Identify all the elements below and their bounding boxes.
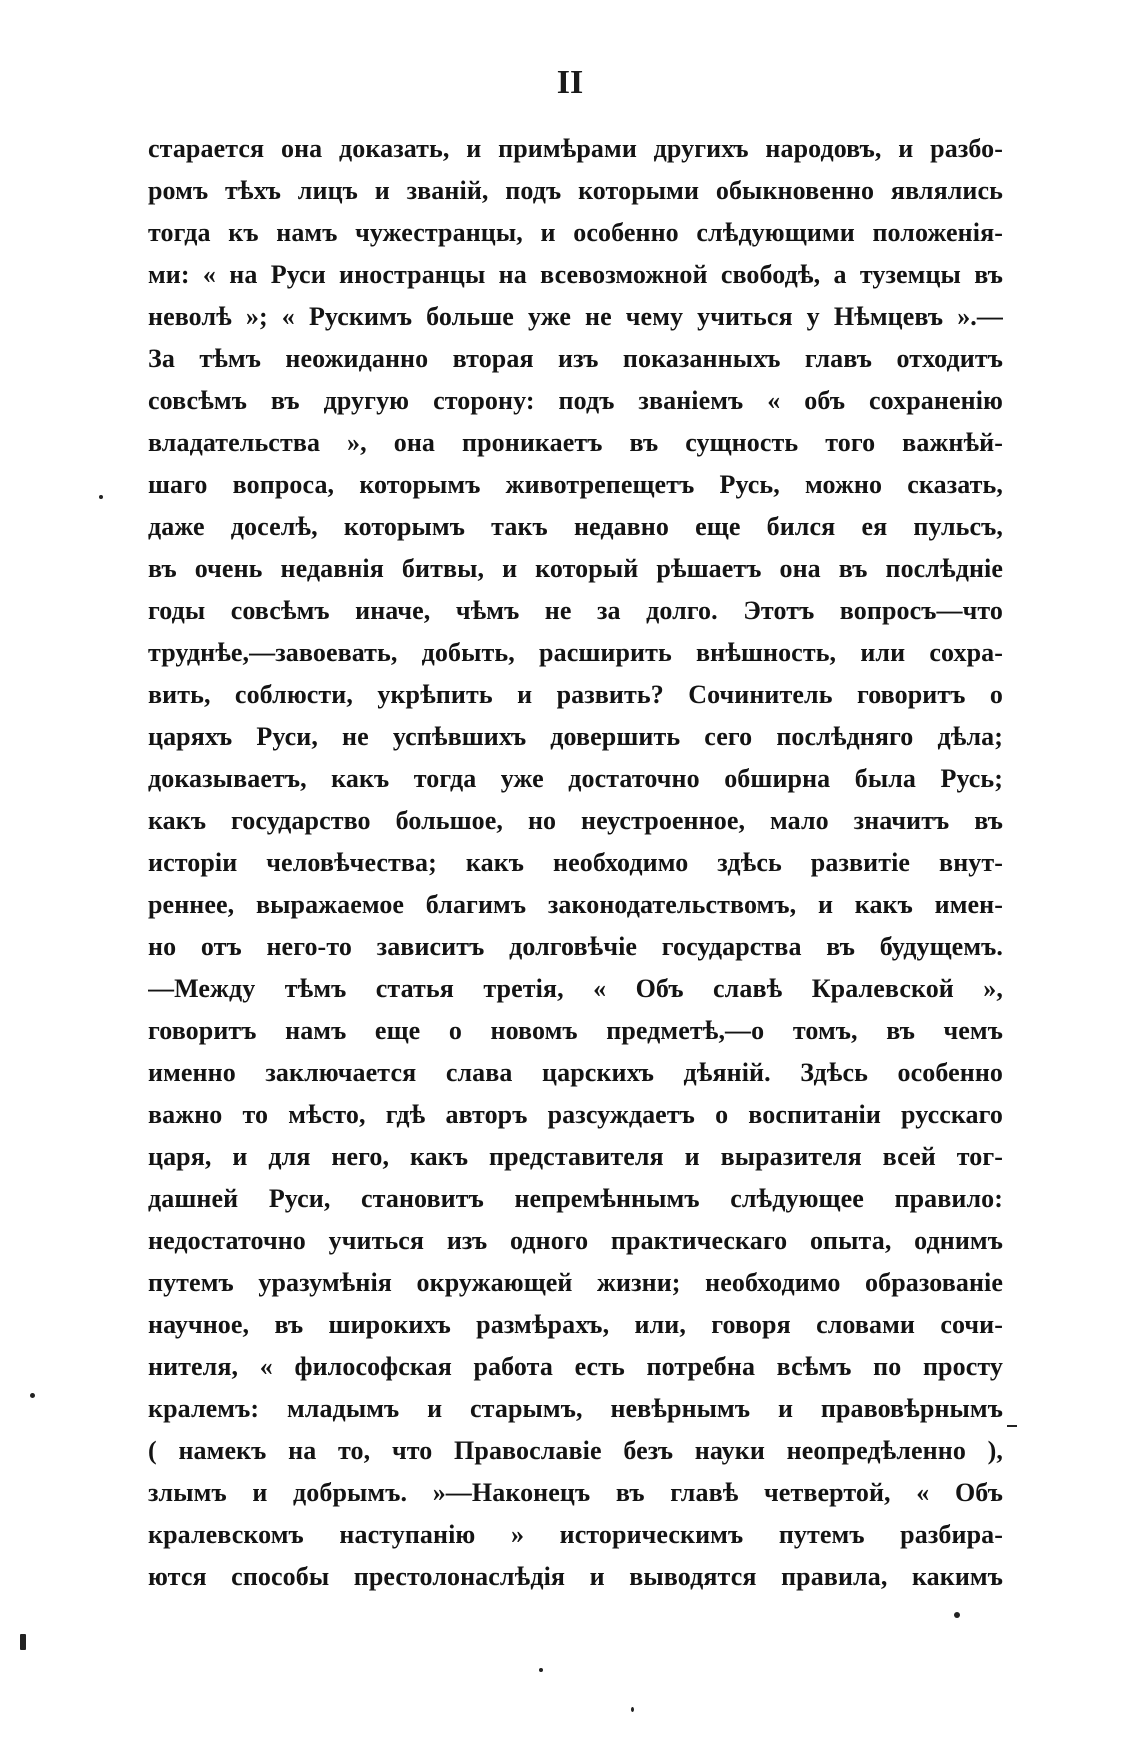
text-line: вить, соблюсти, укрѣпить и развить? Сочинитель говоритъ о: [148, 680, 1003, 709]
text-line: именно заключается слава царскихъ дѣяній. Здѣсь особенно: [148, 1058, 1003, 1087]
text-line: ми: « на Руси иностранцы на всевозможной свободѣ, а туземцы въ: [148, 260, 1003, 289]
text-line: нителя, « философская работа есть потребна всѣмъ по просту: [148, 1352, 1003, 1381]
text-line: научное, въ широкихъ размѣрахъ, или, говоря словами сочи-: [148, 1310, 1003, 1339]
body-text: [148, 128, 1003, 1598]
text-line: путемъ уразумѣнія окружающей жизни; необходимо образованіе: [148, 1268, 1003, 1297]
text-line: злымъ и добрымъ. »—Наконецъ въ главѣ четвертой, « Объ: [148, 1478, 1003, 1507]
text-line: говоритъ намъ еще о новомъ предметѣ,—о томъ, въ чемъ: [148, 1016, 1003, 1045]
scan-speck: [539, 1668, 543, 1672]
text-line: тогда къ намъ чужестранцы, и особенно слѣдующими положенія-: [148, 218, 1003, 247]
text-line: владательства », она проникаетъ въ сущность того важнѣй-: [148, 428, 1003, 457]
text-line: въ очень недавнія битвы, и который рѣшаетъ она въ послѣдніе: [148, 554, 1003, 583]
text-line: ( намекъ на то, что Православіе безъ науки неопредѣленно ),: [148, 1436, 1003, 1465]
scan-speck: [954, 1612, 960, 1618]
text-line: За тѣмъ неожиданно вторая изъ показанныхъ главъ отходитъ: [148, 344, 1003, 373]
text-line: недостаточно учиться изъ одного практическаго опыта, однимъ: [148, 1226, 1003, 1255]
text-line: совсѣмъ въ другую сторону: подъ званіемъ « объ сохраненію: [148, 386, 1003, 415]
text-line: кралевскомъ наступанію » историческимъ путемъ разбира-: [148, 1520, 1003, 1549]
text-line: ются способы престолонаслѣдія и выводятся правила, какимъ: [148, 1562, 1003, 1591]
text-line: но отъ него-то зависитъ долговѣчіе государства въ будущемъ.: [148, 932, 1003, 961]
text-line: —Между тѣмъ статья третія, « Объ славѣ Кралевской »,: [148, 974, 1003, 1003]
text-line: важно то мѣсто, гдѣ авторъ разсуждаетъ о воспитаніи русскаго: [148, 1100, 1003, 1129]
text-line: труднѣе,—завоевать, добыть, расширить внѣшность, или сохра-: [148, 638, 1003, 667]
scan-speck: [30, 1393, 35, 1398]
scan-speck: [631, 1707, 634, 1712]
text-line: царяхъ Руси, не успѣвшихъ довершить сего послѣдняго дѣла;: [148, 722, 1003, 751]
text-line: годы совсѣмъ иначе, чѣмъ не за долго. Этотъ вопросъ—что: [148, 596, 1003, 625]
text-line: неволѣ »; « Рускимъ больше уже не чему учиться у Нѣмцевъ ».—: [148, 302, 1003, 331]
scan-speck: [99, 495, 103, 499]
text-line: дашней Руси, становитъ непремѣннымъ слѣдующее правило:: [148, 1184, 1003, 1213]
text-line: исторіи человѣчества; какъ необходимо здѣсь развитіе внут-: [148, 848, 1003, 877]
text-line: царя, и для него, какъ представителя и выразителя всей тог-: [148, 1142, 1003, 1171]
text-line: доказываетъ, какъ тогда уже достаточно обширна была Русь;: [148, 764, 1003, 793]
page-number: II: [556, 64, 584, 101]
text-line: реннее, выражаемое благимъ законодательствомъ, и какъ имен-: [148, 890, 1003, 919]
text-line: кралемъ: младымъ и старымъ, невѣрнымъ и правовѣрнымъ: [148, 1394, 1003, 1423]
text-line: ромъ тѣхъ лицъ и званій, подъ которыми обыкновенно являлись: [148, 176, 1003, 205]
text-line: шаго вопроса, которымъ животрепещетъ Русь, можно сказать,: [148, 470, 1003, 499]
text-line: даже доселѣ, которымъ такъ недавно еще бился ея пульсъ,: [148, 512, 1003, 541]
scan-speck: [1007, 1425, 1017, 1427]
text-line: какъ государство большое, но неустроенное, мало значитъ въ: [148, 806, 1003, 835]
text-line: старается она доказать, и примѣрами другихъ народовъ, и разбо-: [148, 134, 1003, 163]
scan-speck: [20, 1634, 26, 1650]
